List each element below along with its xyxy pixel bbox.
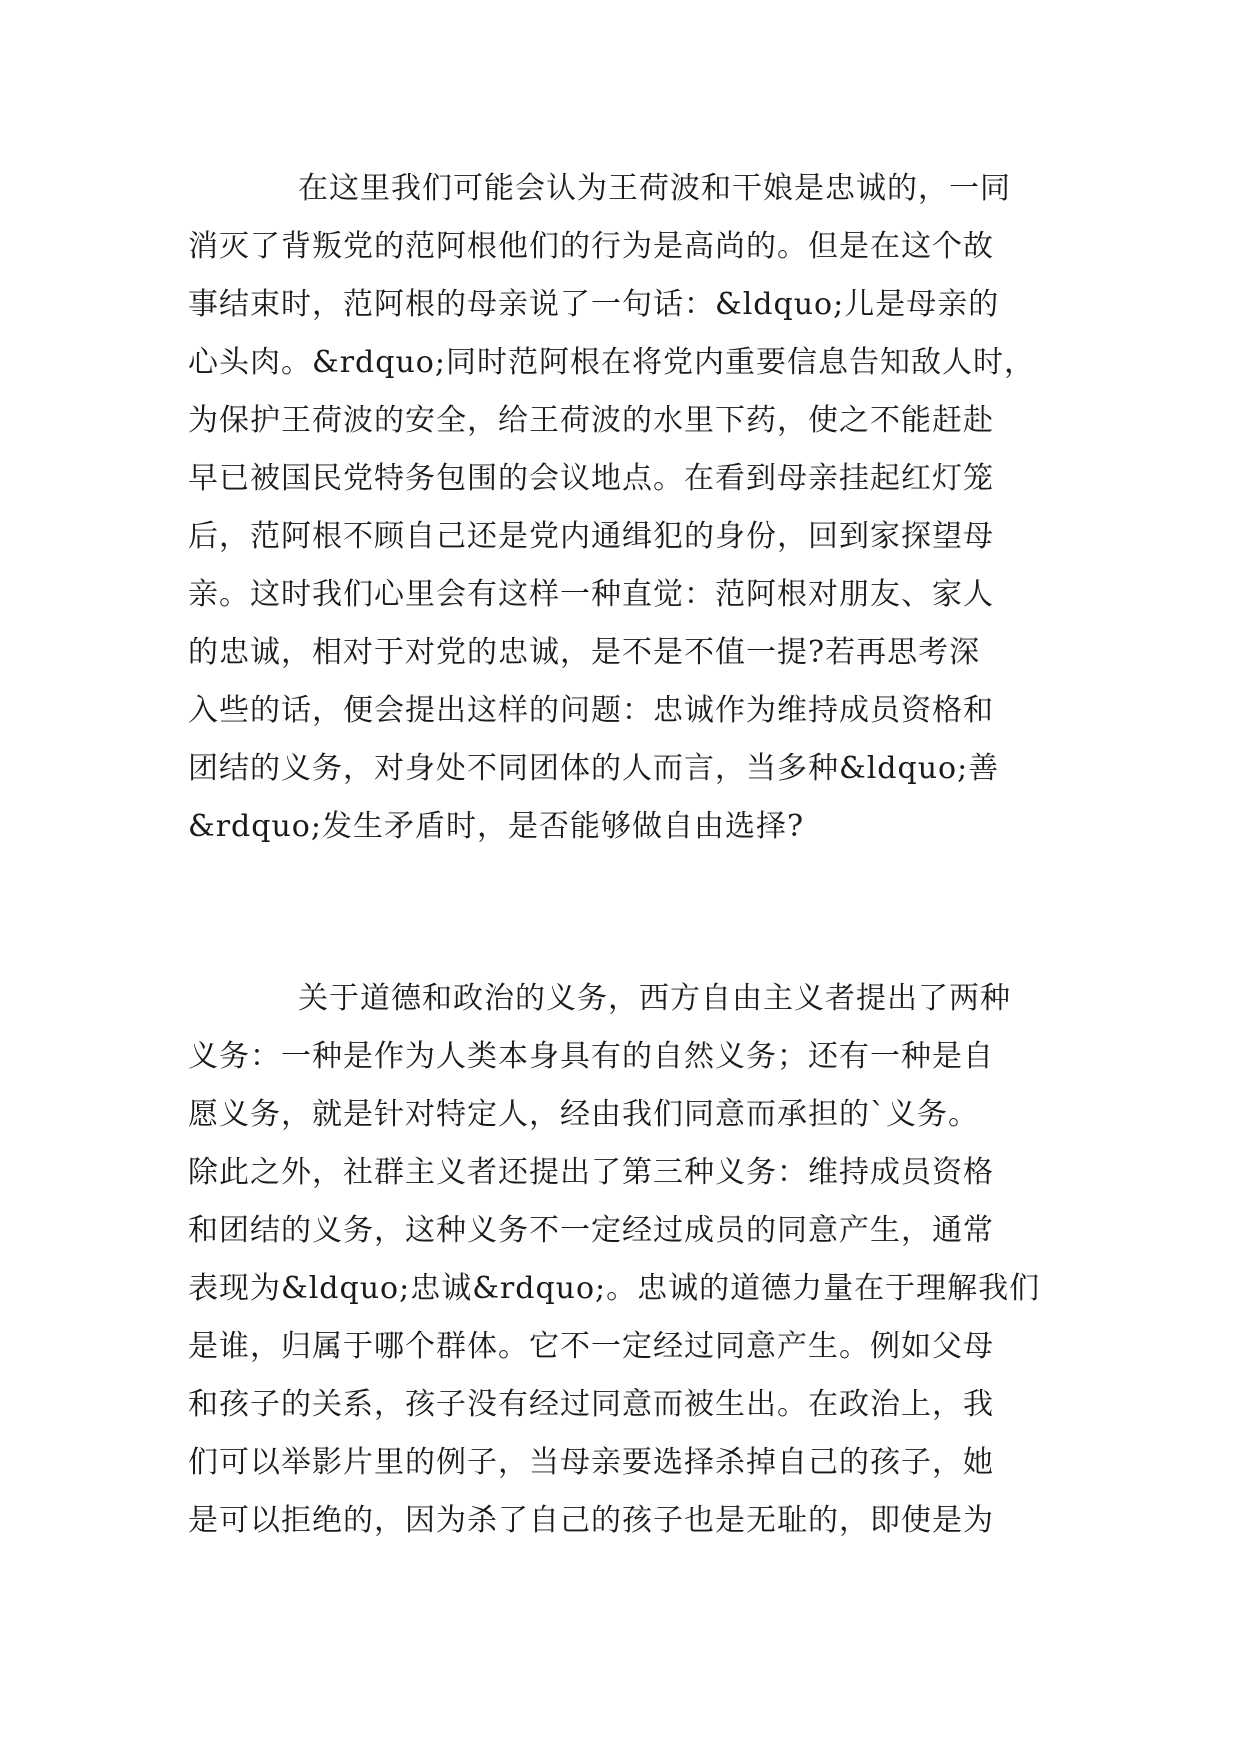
text-line: 们可以举影片里的例子，当母亲要选择杀掉自己的孩子，她	[188, 1445, 994, 1480]
text-line: 关于道德和政治的义务，西方自由主义者提出了两种	[298, 981, 1011, 1016]
text-line: 消灭了背叛党的范阿根他们的行为是高尚的。但是在这个故	[188, 229, 994, 264]
text-line: 愿义务，就是针对特定人，经由我们同意而承担的`义务。	[188, 1097, 979, 1132]
text-line: &rdquo;发生矛盾时，是否能够做自由选择?	[188, 809, 805, 844]
text-line: 是谁，归属于哪个群体。它不一定经过同意产生。例如父母	[188, 1329, 994, 1364]
text-line: 和孩子的关系，孩子没有经过同意而被生出。在政治上，我	[188, 1387, 994, 1422]
text-line: 亲。这时我们心里会有这样一种直觉：范阿根对朋友、家人	[188, 577, 994, 612]
paragraph-obligations	[188, 970, 1048, 1550]
text-line: 心头肉。&rdquo;同时范阿根在将党内重要信息告知敌人时，	[188, 345, 1035, 380]
text-line: 早已被国民党特务包围的会议地点。在看到母亲挂起红灯笼	[188, 461, 994, 496]
text-line: 后，范阿根不顾自己还是党内通缉犯的身份，回到家探望母	[188, 519, 994, 554]
text-line: 为保护王荷波的安全，给王荷波的水里下药，使之不能赶赴	[188, 403, 994, 438]
text-line: 事结束时，范阿根的母亲说了一句话：&ldquo;儿是母亲的	[188, 287, 1000, 322]
text-line: 在这里我们可能会认为王荷波和干娘是忠诚的，一同	[298, 171, 1011, 206]
text-line: 入些的话，便会提出这样的问题：忠诚作为维持成员资格和	[188, 693, 994, 728]
text-line: 和团结的义务，这种义务不一定经过成员的同意产生，通常	[188, 1213, 994, 1248]
text-line: 表现为&ldquo;忠诚&rdquo;。忠诚的道德力量在于理解我们	[188, 1271, 1041, 1306]
text-line: 团结的义务，对身处不同团体的人而言，当多种&ldquo;善	[188, 751, 1000, 786]
text-line: 的忠诚，相对于对党的忠诚，是不是不值一提?若再思考深	[188, 635, 981, 670]
paragraph-loyalty-story	[188, 160, 1048, 856]
text-line: 义务：一种是作为人类本身具有的自然义务；还有一种是自	[188, 1039, 994, 1074]
text-line: 除此之外，社群主义者还提出了第三种义务：维持成员资格	[188, 1155, 994, 1190]
text-line: 是可以拒绝的，因为杀了自己的孩子也是无耻的，即使是为	[188, 1503, 994, 1538]
